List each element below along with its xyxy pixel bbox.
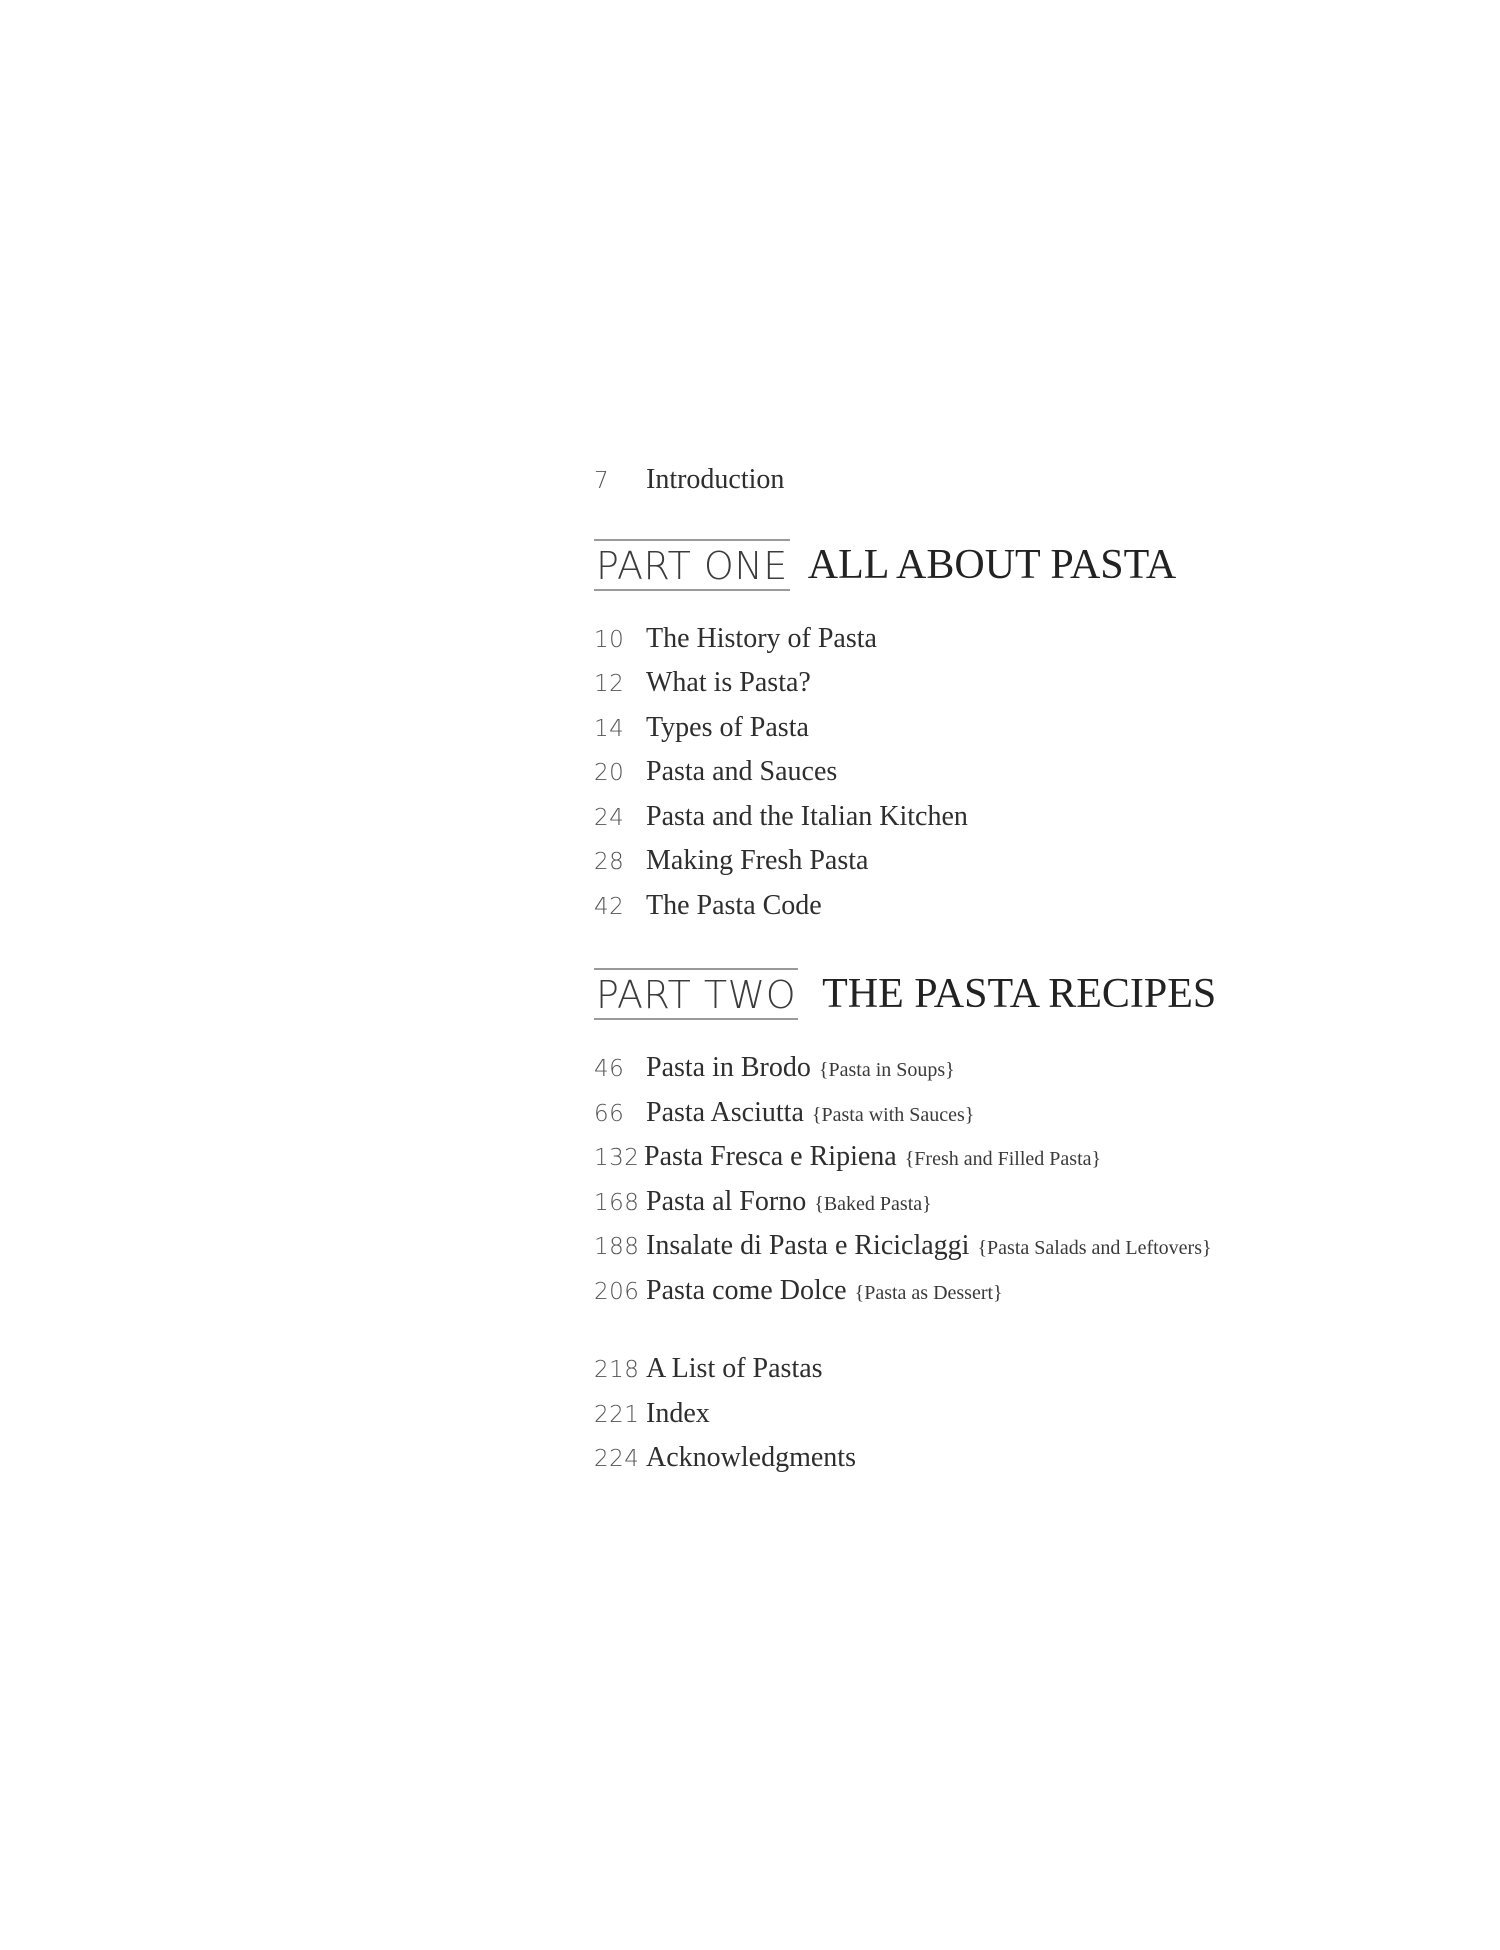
entry-title: Types of Pasta xyxy=(646,711,809,743)
page-number: 28 xyxy=(594,849,625,875)
entry-subtitle: {Pasta as Dessert} xyxy=(854,1281,1003,1304)
page-number: 224 xyxy=(594,1446,640,1472)
part-two-heading xyxy=(594,968,1394,1020)
page-number: 46 xyxy=(594,1056,625,1082)
entry-title: Pasta Fresca e Ripiena xyxy=(644,1141,897,1172)
part-one-heading xyxy=(594,539,1394,591)
part-one-entries xyxy=(594,617,1394,929)
page-number: 206 xyxy=(594,1278,640,1305)
part-label: PART ONE xyxy=(594,539,790,591)
entry-subtitle: {Pasta Salads and Leftovers} xyxy=(977,1237,1212,1259)
back-matter xyxy=(594,1347,1394,1481)
entry-title: What is Pasta? xyxy=(646,667,811,698)
entry-title: Pasta Asciutta xyxy=(646,1096,804,1128)
entry-title: Index xyxy=(646,1397,710,1429)
toc-entry[interactable] xyxy=(594,884,1394,929)
page-number: 188 xyxy=(594,1234,640,1260)
toc-entry[interactable] xyxy=(594,1135,1394,1180)
toc-entry[interactable] xyxy=(594,706,1394,751)
entry-subtitle: {Baked Pasta} xyxy=(814,1192,932,1215)
part-label: PART TWO xyxy=(594,968,798,1020)
page-number: 66 xyxy=(594,1100,625,1127)
entry-title: Making Fresh Pasta xyxy=(646,845,869,876)
page-number: 14 xyxy=(594,715,625,742)
entry-title: The History of Pasta xyxy=(646,622,877,654)
page-number: 221 xyxy=(594,1401,640,1428)
page-number: 7 xyxy=(594,468,610,494)
entry-title: Insalate di Pasta e Riciclaggi xyxy=(646,1230,970,1261)
toc-entry[interactable] xyxy=(594,661,1394,706)
entry-title: Acknowledgments xyxy=(646,1442,856,1473)
toc-entry[interactable] xyxy=(594,1436,1394,1481)
toc-entry[interactable] xyxy=(594,795,1394,840)
entry-title: The Pasta Code xyxy=(646,889,822,921)
part-title: THE PASTA RECIPES xyxy=(822,971,1217,1017)
toc-entry[interactable] xyxy=(594,1180,1394,1225)
entry-title: Introduction xyxy=(646,464,785,495)
toc-entry[interactable] xyxy=(594,1392,1394,1437)
toc-entry[interactable] xyxy=(594,1046,1394,1091)
entry-subtitle: {Pasta in Soups} xyxy=(818,1059,955,1081)
part-title: ALL ABOUT PASTA xyxy=(807,541,1177,588)
page-number: 132 xyxy=(594,1145,640,1171)
entry-title: Pasta al Forno xyxy=(646,1185,807,1217)
toc-entry[interactable] xyxy=(594,1347,1394,1392)
toc-entry[interactable] xyxy=(594,1224,1394,1269)
entry-title: Pasta come Dolce xyxy=(646,1274,847,1306)
entry-title: Pasta and the Italian Kitchen xyxy=(646,800,968,832)
toc-entry[interactable] xyxy=(594,1091,1394,1136)
toc-entry[interactable] xyxy=(594,617,1394,662)
page-number: 24 xyxy=(594,804,625,831)
table-of-contents xyxy=(594,458,1394,1481)
entry-title: Pasta and Sauces xyxy=(646,756,838,787)
toc-entry[interactable] xyxy=(594,750,1394,795)
page-number: 168 xyxy=(594,1189,640,1216)
toc-entry[interactable] xyxy=(594,839,1394,884)
page-number: 20 xyxy=(594,760,625,786)
page-number: 42 xyxy=(594,893,625,920)
entry-title: Pasta in Brodo xyxy=(646,1052,811,1083)
toc-entry-introduction[interactable] xyxy=(594,458,1394,503)
entry-subtitle: {Pasta with Sauces} xyxy=(811,1103,975,1126)
entry-title: A List of Pastas xyxy=(646,1353,823,1384)
page-number: 10 xyxy=(594,626,625,653)
part-two-entries xyxy=(594,1046,1394,1313)
entry-subtitle: {Fresh and Filled Pasta} xyxy=(904,1148,1102,1170)
page-number: 12 xyxy=(594,671,625,697)
toc-entry[interactable] xyxy=(594,1269,1394,1314)
page-number: 218 xyxy=(594,1357,640,1383)
